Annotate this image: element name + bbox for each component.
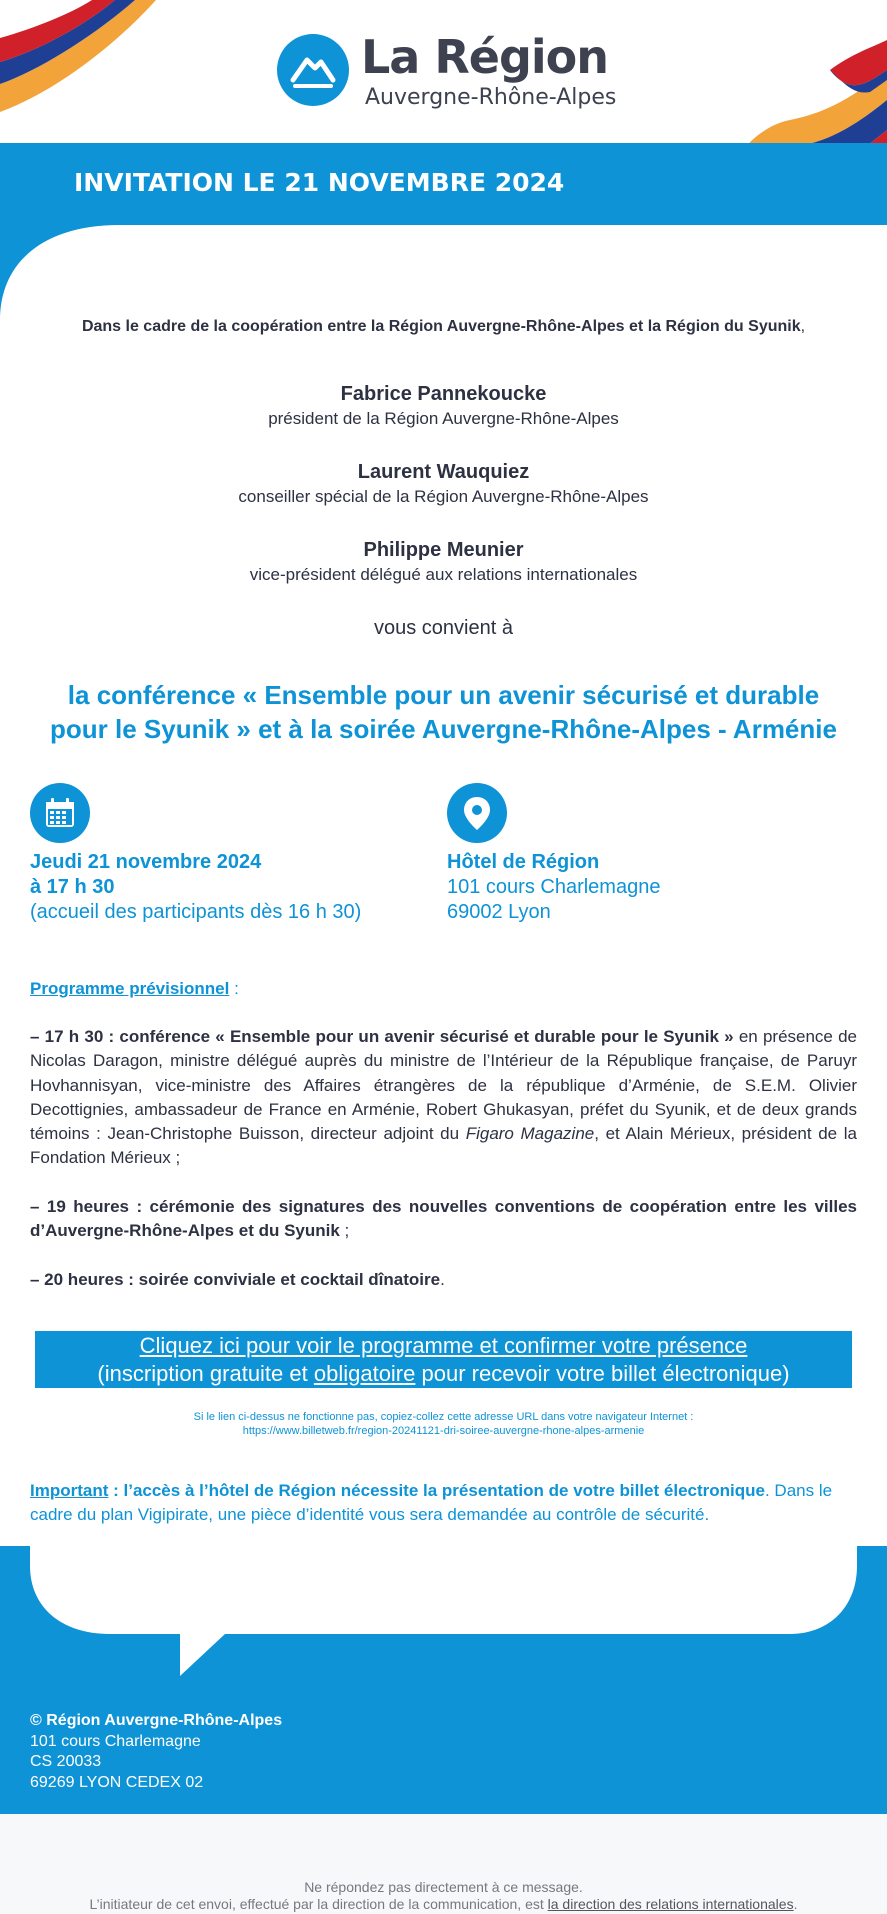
important-label: Important [30, 1481, 109, 1500]
footnote-line-1: Ne répondez pas directement à ce message. [304, 1879, 583, 1895]
programme-item-1-italic: Figaro Magazine [465, 1124, 595, 1144]
programme-item-2 [30, 1195, 857, 1244]
place-info [447, 850, 660, 925]
host-1 [0, 383, 887, 429]
programme-heading [30, 977, 857, 1001]
programme-item-1 [30, 1025, 857, 1171]
host-role: vice-président délégué aux relations internationales [249, 565, 638, 584]
programme-item-2-title: – 19 heures : cérémonie des signatures des nouvelles conventions de coopération entre les villes d’Auvergne-Rhône-Alpes et du Syunik [30, 1197, 857, 1241]
date-info [30, 850, 361, 925]
important-notice [30, 1479, 857, 1527]
programme-item-3 [30, 1268, 857, 1292]
footer-address [30, 1711, 282, 1793]
cta-line2-b: pour recevoir votre billet électronique) [415, 1361, 790, 1386]
fallback-url-link[interactable]: https://www.billetweb.fr/region-20241121-dri-soiree-auvergne-rhone-alpes-armenie [242, 1425, 645, 1437]
host-name: Laurent Wauquiez [357, 461, 530, 483]
programme-item-3-title: – 20 heures : soirée conviviale et cocktail dînatoire [30, 1270, 441, 1289]
footnote-end: . [793, 1896, 798, 1912]
programme-heading-suffix: : [229, 979, 239, 998]
host-name: Philippe Meunier [363, 539, 524, 561]
mountain-logo-icon [277, 34, 349, 106]
speech-bubble-shape [0, 1546, 887, 1676]
footnote-text: L’initiateur de cet envoi, effectué par la direction de la communication, est [89, 1896, 548, 1912]
event-arrival-note: (accueil des participants dès 16 h 30) [30, 901, 362, 923]
logo-subtitle: Auvergne-Rhône-Alpes [365, 85, 617, 110]
footer-street: 101 cours Charlemagne [30, 1732, 201, 1750]
host-name: Fabrice Pannekoucke [340, 383, 547, 405]
cta-line2-a: (inscription gratuite et [97, 1361, 314, 1386]
venue-city: 69002 Lyon [447, 901, 551, 923]
footer-cs: CS 20033 [30, 1753, 102, 1770]
conference-line-1: la conférence « Ensemble pour un avenir sécurisé et durable [67, 680, 820, 710]
important-bold: : l’accès à l’hôtel de Région nécessite la présentation de votre billet électronique [108, 1481, 765, 1500]
region-logo [277, 30, 617, 114]
cta-line2-underlined: obligatoire [313, 1361, 416, 1386]
banner-curve [0, 225, 887, 320]
register-button[interactable] [35, 1331, 852, 1388]
host-3 [0, 539, 887, 585]
important-text: . Dans le cadre du plan Vigipirate, une pièce d’identité vous sera demandée au contrôle de sécurité. [30, 1481, 833, 1524]
programme-item-1-text-b: , et Alain Mérieux, président de la Fondation Mérieux ; [30, 1124, 857, 1168]
host-role: conseiller spécial de la Région Auvergne-Rhône-Alpes [238, 487, 649, 506]
intro-main: Dans le cadre de la coopération entre la Région Auvergne-Rhône-Alpes et la Région du Syunik [81, 318, 801, 335]
fallback-text: Si le lien ci-dessus ne fonctionne pas, copiez-collez cette adresse URL dans votre navigateur Internet : [193, 1411, 694, 1423]
register-button-sublabel [35, 1360, 852, 1387]
footnote-line-2 [0, 1896, 887, 1913]
conference-title [0, 678, 887, 746]
footer-org: © Région Auvergne-Rhône-Alpes [30, 1712, 283, 1729]
programme-item-1-title: – 17 h 30 : conférence « Ensemble pour un avenir sécurisé et durable pour le Syunik » [30, 1027, 734, 1046]
programme-heading-label: Programme prévisionnel [30, 979, 230, 998]
venue-name: Hôtel de Région [447, 851, 600, 873]
register-button-label[interactable]: Cliquez ici pour voir le programme et confirmer votre présence [139, 1333, 748, 1358]
convient-text: vous convient à [374, 617, 513, 639]
host-2 [0, 461, 887, 507]
footnote-link[interactable]: la direction des relations internationales [547, 1896, 794, 1912]
logo-title: La Région [361, 30, 609, 84]
programme-item-3-text: . [440, 1270, 445, 1289]
banner-title: INVITATION LE 21 NOVEMBRE 2024 [74, 168, 565, 197]
intro-text [0, 318, 887, 336]
host-role: président de la Région Auvergne-Rhône-Alpes [268, 409, 619, 428]
location-pin-icon [447, 783, 507, 843]
armenian-ribbon-left [0, 0, 200, 145]
event-time: à 17 h 30 [30, 876, 115, 898]
event-date: Jeudi 21 novembre 2024 [30, 851, 262, 873]
programme-item-1-text-a: en présence de Nicolas Daragon, ministre délégué auprès du ministre de l’Intérieur de la République française, de Paruyr Hovhannisyan, vice-ministre des Affaires étrangères de la république d’Arménie, de S.E.M. Olivier Decottignies, ambassadeur de France en Arménie, Robert Ghukasyan, préfet du Syunik, et de deux grands témoins : Jean-Christophe Buisson, directeur adjoint du [30, 1027, 858, 1144]
venue-street: 101 cours Charlemagne [447, 876, 661, 898]
calendar-icon [30, 783, 90, 843]
programme-item-2-text: ; [339, 1221, 350, 1241]
header [0, 0, 887, 320]
conference-line-2: pour le Syunik » et à la soirée Auvergne-Rhône-Alpes - Arménie [50, 714, 837, 744]
footer-city: 69269 LYON CEDEX 02 [30, 1773, 204, 1791]
intro-suffix: , [800, 318, 806, 335]
